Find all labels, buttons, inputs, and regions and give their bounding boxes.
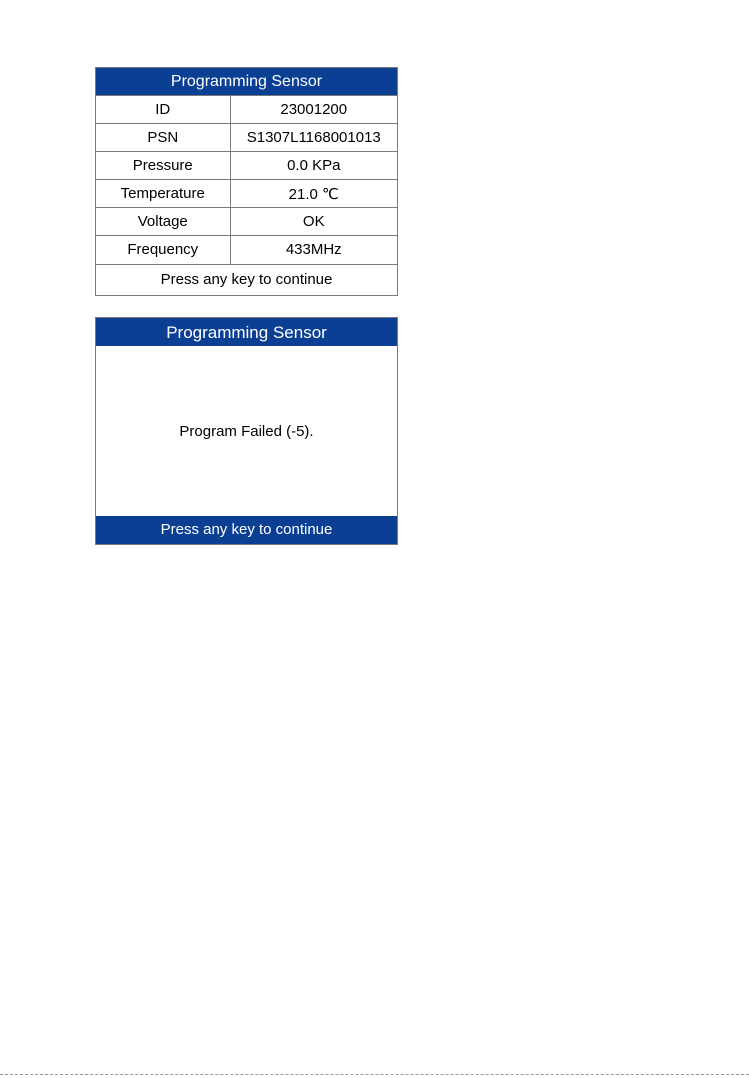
- row-label: Pressure: [96, 152, 230, 180]
- row-label: ID: [96, 96, 230, 124]
- row-value: OK: [230, 208, 397, 236]
- screen-title: Programming Sensor: [96, 68, 397, 95]
- row-label: PSN: [96, 124, 230, 152]
- page-divider: [0, 1074, 749, 1075]
- row-label: Temperature: [96, 180, 230, 208]
- row-value: 433MHz: [230, 236, 397, 264]
- sensor-data-table: [96, 95, 397, 264]
- row-value: 21.0 ℃: [230, 180, 397, 208]
- row-value: S1307L1168001013: [230, 124, 397, 152]
- table-row: [96, 208, 397, 236]
- continue-prompt[interactable]: Press any key to continue: [96, 516, 397, 544]
- table-row: [96, 96, 397, 124]
- program-result-screen: [95, 317, 398, 545]
- table-row: [96, 236, 397, 264]
- error-message: Program Failed (-5).: [179, 423, 314, 440]
- table-row: [96, 152, 397, 180]
- row-label: Frequency: [96, 236, 230, 264]
- screen-title: Programming Sensor: [96, 318, 397, 346]
- row-label: Voltage: [96, 208, 230, 236]
- row-value: 23001200: [230, 96, 397, 124]
- continue-prompt[interactable]: Press any key to continue: [96, 264, 397, 293]
- status-message-area: [96, 346, 397, 516]
- table-row: [96, 124, 397, 152]
- sensor-info-screen: [95, 67, 398, 296]
- row-value: 0.0 KPa: [230, 152, 397, 180]
- table-row: [96, 180, 397, 208]
